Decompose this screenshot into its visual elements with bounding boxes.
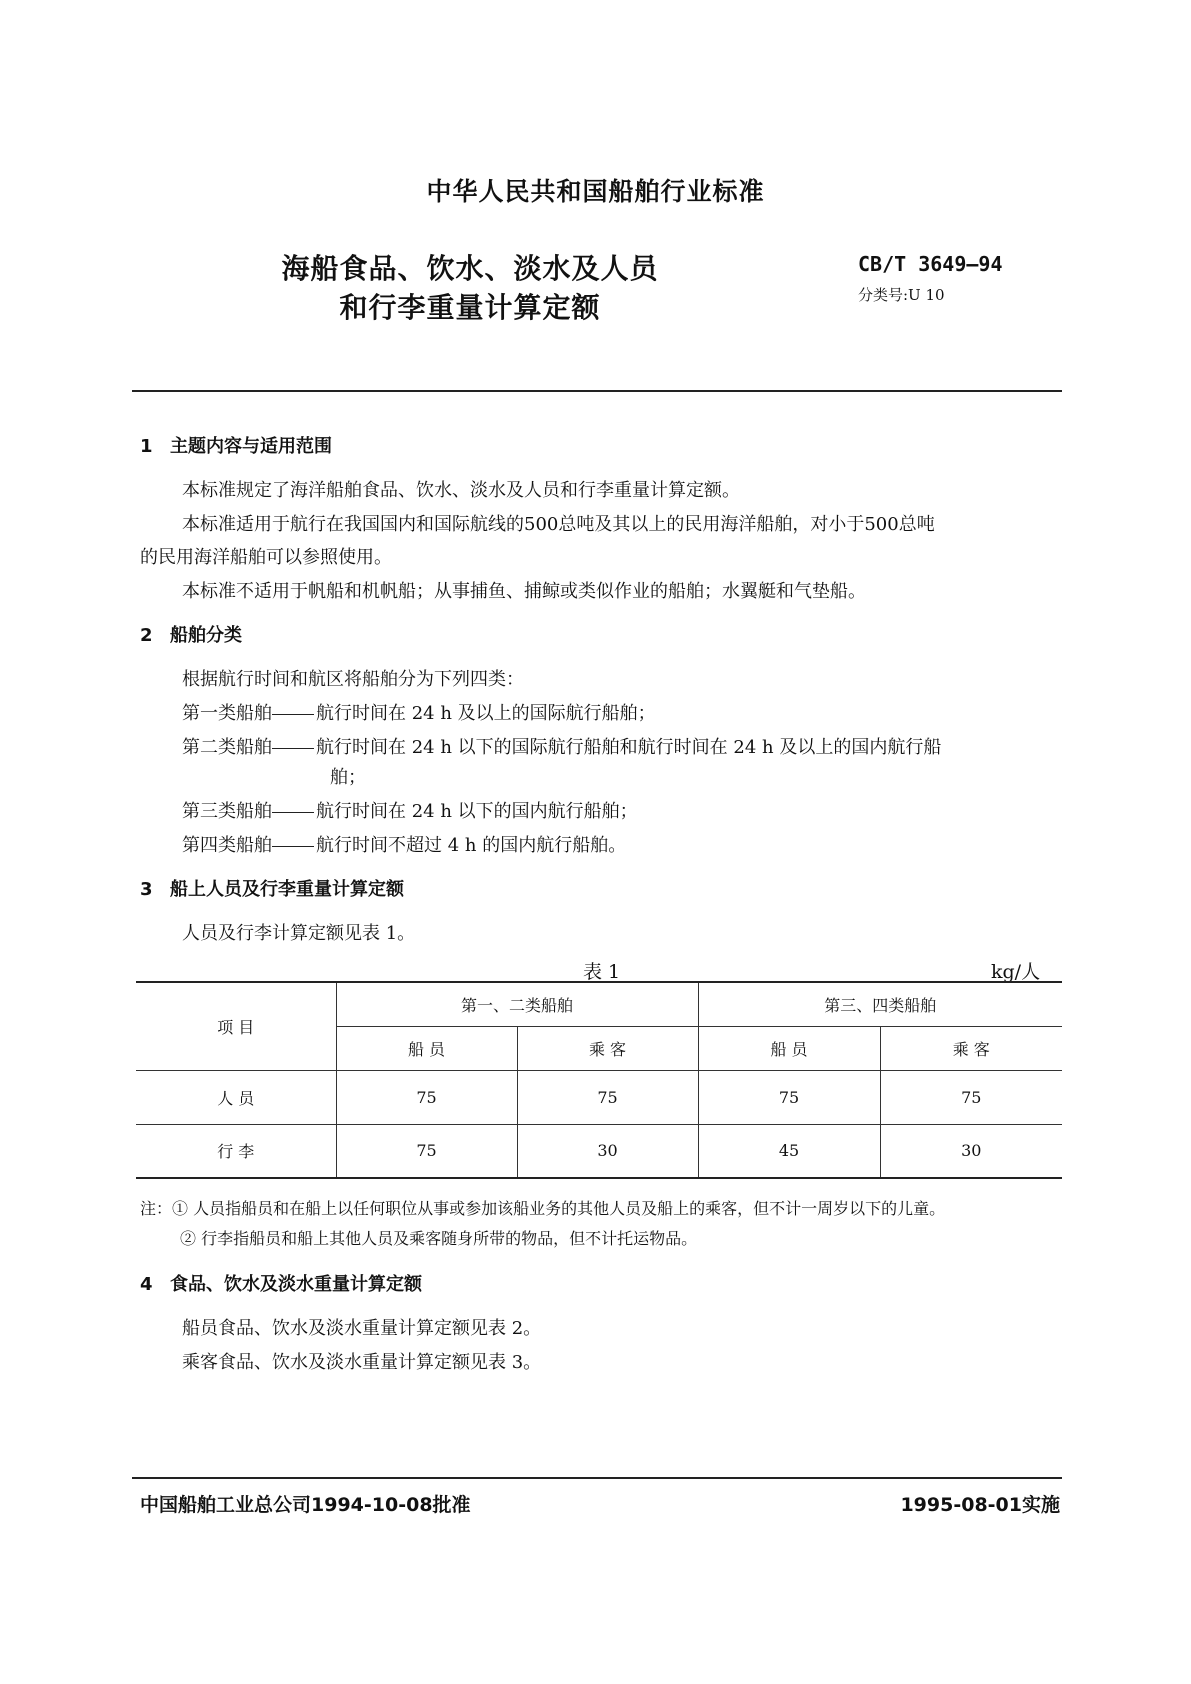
class-item-2: [182, 733, 941, 759]
section-2-intro: 根据航行时间和航区将船舶分为下列四类：: [182, 669, 524, 690]
section-4-number: 4: [140, 1274, 153, 1295]
table-row: [136, 1124, 1062, 1178]
org-standard-heading: 中华人民共和国船舶行业标准: [426, 177, 765, 206]
table-subheader-crew: 船 员: [336, 1026, 517, 1070]
section-1-paragraph-3: 本标准不适用于帆船和机帆船；从事捕鱼、捕鲸或类似作业的船舶；水翼艇和气垫船。: [182, 581, 866, 602]
section-1-heading: [140, 432, 332, 458]
table-cell: 75: [698, 1070, 880, 1124]
table-cell: 75: [517, 1070, 698, 1124]
table-cell: 75: [336, 1124, 517, 1178]
table-1-caption: 表 1: [583, 961, 621, 983]
table-row-label: 人 员: [136, 1070, 336, 1124]
class-item-desc: 航行时间不超过 4 h 的国内航行船舶。: [316, 835, 627, 856]
section-2-title: 船舶分类: [170, 625, 242, 646]
document-title-line1: 海船食品、饮水、淡水及人员: [281, 252, 659, 285]
table-1-unit: kg/人: [991, 961, 1041, 983]
table-note-1: 注：① 人员指船员和在船上以任何职位从事或参加该船业务的其他人员及船上的乘客，但不计一周岁以下的儿童。: [140, 1199, 946, 1218]
table-cell: 75: [880, 1070, 1062, 1124]
section-4-paragraph-2: 乘客食品、饮水及淡水重量计算定额见表 3。: [182, 1352, 542, 1373]
table-header-group-1-2: 第一、二类船舶: [336, 982, 698, 1026]
class-item-3: [182, 797, 638, 823]
section-1-number: 1: [140, 436, 153, 457]
table-subheader-crew: 船 员: [698, 1026, 880, 1070]
table-row-label: 行 李: [136, 1124, 336, 1178]
class-item-term: 第四类船舶: [182, 835, 272, 856]
table-header-group-3-4: 第三、四类船舶: [698, 982, 1062, 1026]
header-divider: [132, 390, 1062, 392]
class-item-term: 第三类船舶: [182, 801, 272, 822]
class-item-4: [182, 831, 626, 857]
table-cell: 45: [698, 1124, 880, 1178]
section-3-paragraph: 人员及行李计算定额见表 1。: [182, 923, 416, 944]
dash-separator: [272, 748, 314, 749]
dash-separator: [272, 812, 314, 813]
section-2-heading: [140, 621, 242, 647]
table-1: [136, 981, 1062, 1179]
section-3-title: 船上人员及行李重量计算定额: [170, 879, 404, 900]
class-item-2-cont: 舶；: [330, 767, 366, 788]
section-2-number: 2: [140, 625, 153, 646]
section-1-paragraph-1: 本标准规定了海洋船舶食品、饮水、淡水及人员和行李重量计算定额。: [182, 480, 740, 501]
section-1-title: 主题内容与适用范围: [170, 436, 332, 457]
table-header-item: 项 目: [136, 982, 336, 1070]
footer-effective-date: 1995-08-01实施: [900, 1494, 1060, 1516]
table-subheader-passenger: 乘 客: [880, 1026, 1062, 1070]
document-title-line2: 和行李重量计算定额: [339, 291, 601, 324]
classification-number: 分类号:U 10: [858, 286, 945, 304]
table-cell: 30: [517, 1124, 698, 1178]
table-subheader-passenger: 乘 客: [517, 1026, 698, 1070]
class-item-desc: 航行时间在 24 h 以下的国内航行船舶；: [316, 801, 638, 822]
class-item-term: 第二类船舶: [182, 737, 272, 758]
section-1-paragraph-2: 本标准适用于航行在我国国内和国际航线的500总吨及其以上的民用海洋船舶，对小于500总吨: [182, 514, 935, 535]
dash-separator: [272, 714, 314, 715]
standard-code: CB/T 3649—94: [858, 252, 1003, 276]
table-cell: 75: [336, 1070, 517, 1124]
class-item-1: [182, 699, 656, 725]
section-4-title: 食品、饮水及淡水重量计算定额: [170, 1274, 422, 1295]
class-item-term: 第一类船舶: [182, 703, 272, 724]
footer-approval: 中国船舶工业总公司1994-10-08批准: [140, 1494, 471, 1516]
section-3-number: 3: [140, 879, 153, 900]
section-4-paragraph-1: 船员食品、饮水及淡水重量计算定额见表 2。: [182, 1318, 542, 1339]
section-3-heading: [140, 875, 404, 901]
table-cell: 30: [880, 1124, 1062, 1178]
footer-divider: [132, 1477, 1062, 1479]
table-row: [136, 1070, 1062, 1124]
dash-separator: [272, 846, 314, 847]
class-item-desc: 航行时间在 24 h 以下的国际航行船舶和航行时间在 24 h 及以上的国内航行船: [316, 737, 942, 758]
section-1-paragraph-2-cont: 的民用海洋船舶可以参照使用。: [140, 547, 392, 568]
class-item-desc: 航行时间在 24 h 及以上的国际航行船舶；: [316, 703, 656, 724]
table-note-2: ② 行李指船员和船上其他人员及乘客随身所带的物品，但不计托运物品。: [180, 1229, 698, 1248]
section-4-heading: [140, 1270, 422, 1296]
